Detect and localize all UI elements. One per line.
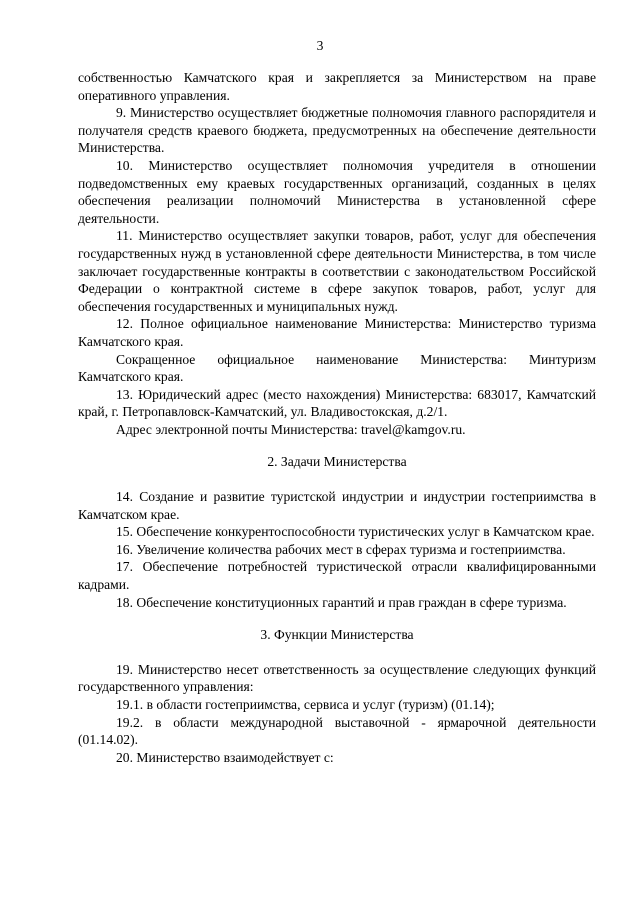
paragraph-13-email: Адрес электронной почты Министерства: travel@kamgov.ru. (116, 421, 466, 437)
paragraph-20: 20. Министерство взаимодействует с: (116, 749, 334, 765)
paragraph-intro: собственностью Камчатского края и закрепляется за Министерством на праве оперативного управления. (78, 70, 596, 103)
paragraph-19-2: 19.2. в области международной выставочной - ярмарочной деятельности (01.14.02). (78, 714, 596, 748)
paragraph-14: 14. Создание и развитие туристской индустрии и индустрии гостеприимства в Камчатском крае. (78, 489, 596, 522)
spacer (78, 644, 596, 661)
paragraph-16: 16. Увеличение количества рабочих мест в сферах туризма и гостеприимства. (116, 541, 566, 557)
paragraph-13: 13. Юридический адрес (место нахождения) Министерства: 683017, Камчатский край, г. Петропавловск-Камчатский, ул. Владивостокская, д.2/1. (78, 386, 596, 420)
paragraph-19-1: 19.1. в области гостеприимства, сервиса и услуг (туризм) (01.14); (116, 697, 495, 712)
document-body (78, 69, 596, 766)
paragraph-19: 19. Министерство несет ответственность за осуществление следующих функций государственного управления: (78, 661, 596, 695)
paragraph-15: 15. Обеспечение конкурентоспособности туристических услуг в Камчатском крае. (116, 524, 595, 540)
section-heading-tasks: 2. Задачи Министерства (267, 454, 407, 470)
paragraph-12-short-name: Сокращенное официальное наименование Министерства: Минтуризм Камчатского края. (78, 351, 596, 385)
page-number: 3 (316, 38, 324, 53)
spacer (78, 438, 596, 453)
paragraph-12: 12. Полное официальное наименование Министерства: Министерство туризма Камчатского края. (78, 316, 596, 349)
spacer (78, 471, 596, 488)
section-heading-functions: 3. Функции Министерства (260, 627, 414, 643)
paragraph-18: 18. Обеспечение конституционных гарантий и прав граждан в сфере туризма. (116, 594, 567, 610)
spacer (78, 611, 596, 626)
paragraph-11: 11. Министерство осуществляет закупки товаров, работ, услуг для обеспечения государственных нужд в установленной сфере деятельности Министерства, в том числе заключает государственные контракты в соответствии с законодательством Российской Федерации о контрактной системе в сфере закупок товаров, работ, услуг для обеспечения государственных и муниципальных нужд. (78, 228, 596, 314)
paragraph-10: 10. Министерство осуществляет полномочия учредителя в отношении подведомственных ему краевых государственных организаций, созданных в целях обеспечения реализации полномочий Министерства в установленной сфере деятельности. (78, 157, 596, 226)
paragraph-17: 17. Обеспечение потребностей туристической отрасли квалифицированными кадрами. (78, 559, 596, 593)
paragraph-9: 9. Министерство осуществляет бюджетные полномочия главного распорядителя и получателя средств краевого бюджета, предусмотренных на обеспечение деятельности Министерства. (78, 105, 596, 156)
